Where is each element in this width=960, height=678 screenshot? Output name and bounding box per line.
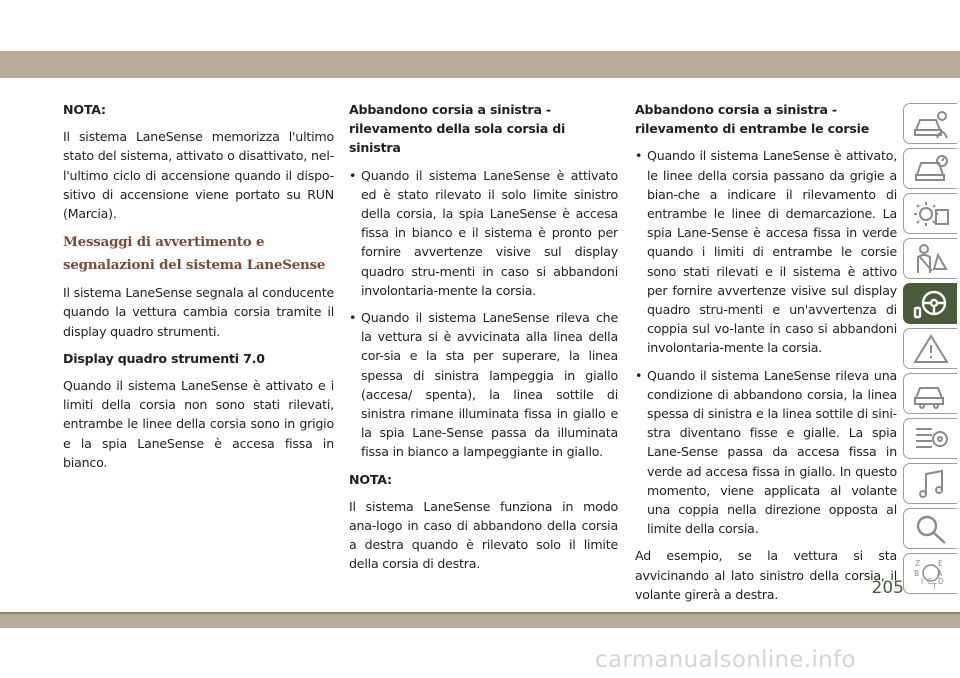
tab-alphabetical-index[interactable]: [903, 553, 957, 594]
search-magnifier-icon: [912, 513, 950, 545]
svg-text:I: I: [921, 577, 924, 586]
column-left: [63, 100, 334, 480]
bullet-list: [635, 146, 897, 538]
display-heading: Display quadro strumenti 7.0: [63, 350, 265, 366]
list-item: • Quando il sistema LaneSense è attivato ed è stato rilevato il solo limite sinistro della corsia, la spia LaneSense è accesa fissa in bianco e il sistema è pronto per fornire avvertenze visive sul display quadro stru-menti in caso si abbandoni involontaria-mente la corsia.: [349, 166, 618, 300]
column-right: [635, 100, 897, 612]
steering-wheel-icon: [912, 288, 950, 320]
column-middle: [349, 100, 618, 582]
list-item: • Quando il sistema LaneSense è attivato, le linee della corsia passano da grigie a bian-che a indicare il rilevamento di entrambe le linee di demarcazione. La spia Lane-Sense è accesa fissa in verde quando i limiti di entrambe le corsie sono stati rilevati e il sistema è attivo per fornire avvertenze visive sul display quadro stru-menti e un'avvertenza di coppia sul vo-lante in caso si abbandoni involontaria-mente la corsia.: [635, 146, 897, 357]
list-item: • Quando il sistema LaneSense rileva che la vettura si è avvicinata alla linea della cor-sia e la sta per superare, la linea spessa di sinistra lampeggia in giallo (accesa/ spenta), la linea sottile di sinistra rimane illuminata fissa in giallo e la spia Lane-Sense passa da illuminata fissa in bianco a lampeggiante in giallo.: [349, 308, 618, 462]
header-band: [0, 51, 960, 78]
car-dashboard-icon: [912, 153, 950, 185]
bullet-list: [349, 166, 618, 462]
closing-paragraph: Ad esempio, se la vettura si sta avvicinando al lato sinistro della corsia, il volante girerà a destra.: [635, 548, 897, 602]
nota-label: NOTA:: [63, 102, 106, 117]
footer-band: [0, 614, 960, 628]
tab-person-seatbelt[interactable]: [903, 238, 957, 279]
tab-maintenance-checklist[interactable]: [903, 418, 957, 459]
svg-text:E: E: [938, 559, 943, 568]
svg-text:A: A: [937, 569, 943, 578]
car-with-person-icon: [912, 108, 950, 140]
tab-car-dashboard[interactable]: [903, 148, 957, 189]
svg-text:Z: Z: [915, 559, 921, 568]
page-number: 205: [871, 578, 904, 598]
tab-warning-light[interactable]: [903, 193, 957, 234]
tab-steering-wheel[interactable]: [903, 283, 957, 324]
tab-search[interactable]: [903, 508, 957, 549]
display-paragraph: Quando il sistema LaneSense è attivato e i limiti della corsia non sono stati rilevati, entrambe le linee della corsia sono in grigio e la spia LaneSense è accesa fissa in bianco.: [63, 378, 334, 470]
multimedia-music-icon: [912, 468, 950, 500]
svg-text:B: B: [914, 569, 920, 578]
nota-text: Il sistema LaneSense memorizza l'ultimo stato del sistema, attivato o disattivato, nel-l'ultimo ciclo di accensione quando il dispo-sitivo di accensione viene portato su RUN (Marcia).: [63, 129, 334, 222]
warning-triangle-icon: [912, 333, 950, 365]
tab-car-service[interactable]: [903, 373, 957, 414]
car-service-icon: [912, 378, 950, 410]
maintenance-checklist-icon: [912, 423, 950, 455]
svg-text:T: T: [932, 582, 937, 590]
nota-label: NOTA:: [349, 471, 392, 487]
tab-warning-triangle[interactable]: [903, 328, 957, 369]
intro-paragraph: Il sistema LaneSense segnala al conducente quando la vettura cambia corsia tramite il display quadro strumenti.: [63, 285, 334, 339]
warning-light-icon: [912, 198, 950, 230]
subsection-heading-left-only: Abbandono corsia a sinistra - rilevamento della sola corsia di sinistra: [349, 102, 566, 156]
svg-text:D: D: [938, 577, 944, 586]
tab-car-with-person[interactable]: [903, 103, 957, 144]
nota-text: Il sistema LaneSense funziona in modo ana-logo in caso di abbandono della corsia a destra quando è rilevato solo il limite della corsia di destra.: [349, 498, 618, 572]
person-seatbelt-icon: [912, 243, 950, 275]
subsection-heading-both-lanes: Abbandono corsia a sinistra - rilevamento di entrambe le corsie: [635, 102, 870, 137]
list-item: • Quando il sistema LaneSense rileva una condizione di abbandono corsia, la linea spessa di sinistra e la linea sottile di sini-stra diventano fisse e gialle. La spia Lane-Sense passa da accesa fissa in verde ad accesa fissa in giallo. In questo momento, viene applicata al volante una coppia nella direzione opposta al limite della corsia.: [635, 366, 897, 539]
section-title: Messaggi di avvertimento e segnalazioni del sistema LaneSense: [63, 234, 326, 274]
alphabetical-index-icon: [912, 558, 950, 590]
svg-text:C: C: [927, 577, 933, 586]
tab-multimedia-music[interactable]: [903, 463, 957, 504]
watermark: carmanualsonline.info: [595, 647, 856, 673]
